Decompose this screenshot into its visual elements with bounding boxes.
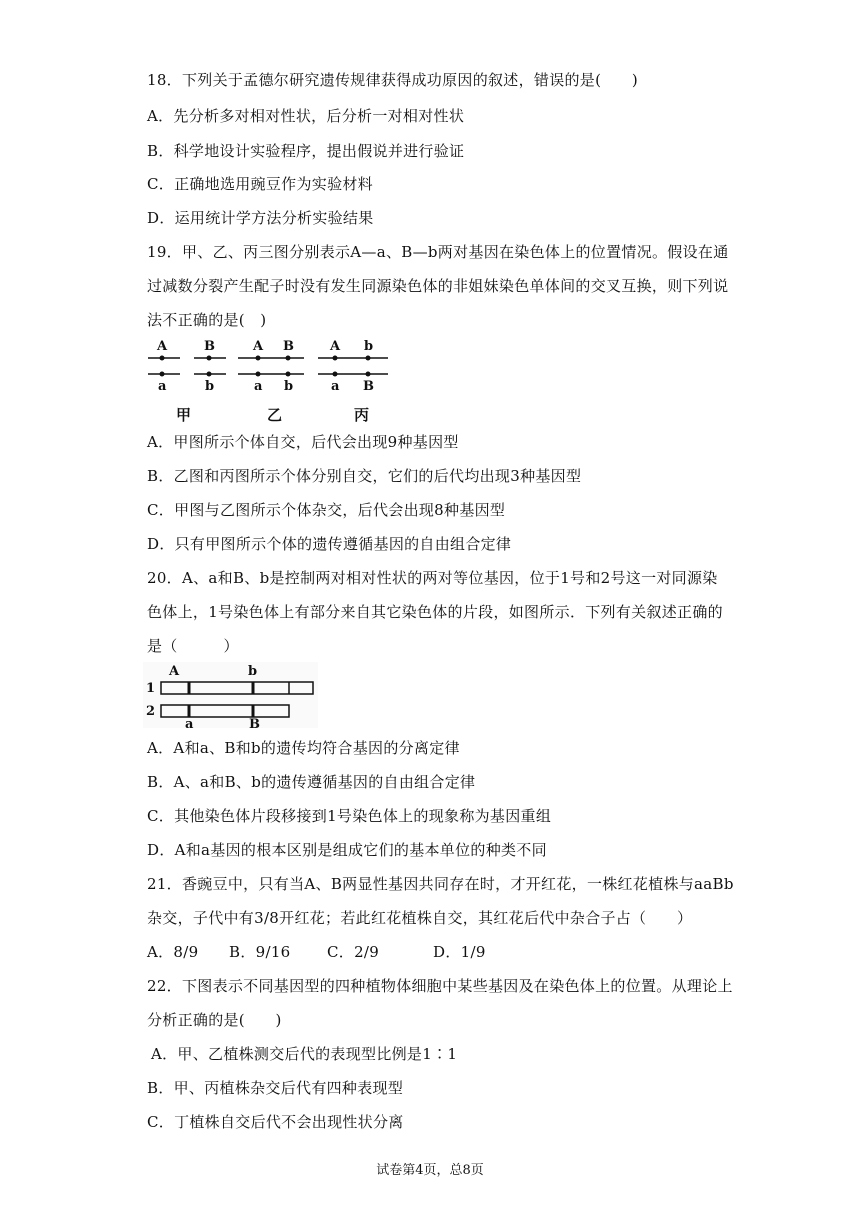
q20-row1-label: 1	[146, 681, 156, 696]
q21-option-c: C．2/9	[327, 943, 380, 961]
q19-stem-line2: 过减数分裂产生配子时没有发生同源染色体的非姐妹染色单体间的交叉互换，则下列说	[147, 277, 729, 295]
q19-chromosome-figure	[144, 334, 394, 426]
jia-bottom-gene-1: a	[158, 379, 167, 394]
q18-option-b: B．科学地设计实验程序，提出假说并进行验证	[147, 142, 465, 160]
q19-stem-line3: 法不正确的是( )	[147, 311, 267, 329]
q19-stem-line1: 19．甲、乙、丙三图分别表示A—a、B—b两对基因在染色体上的位置情况。假设在通	[147, 243, 729, 261]
q18-option-c: C．正确地选用豌豆作为实验材料	[147, 175, 373, 193]
jia-caption: 甲	[176, 406, 192, 424]
figure-yi	[238, 339, 304, 424]
page-footer: 试卷第4页，总8页	[376, 1163, 484, 1178]
q20-row2-gene-2: B	[249, 717, 260, 728]
q22-option-b: B．甲、丙植株杂交后代有四种表现型	[147, 1079, 404, 1097]
q18-option-a: A．先分析多对相对性状，后分析一对相对性状	[147, 107, 465, 125]
yi-bottom-gene-2: b	[284, 379, 294, 394]
q19-option-b: B．乙图和丙图所示个体分别自交，它们的后代均出现3种基因型	[147, 467, 582, 485]
q21-stem-line2: 杂交，子代中有3/8开红花；若此红花植株自交，其红花后代中杂合子占（ ）	[147, 909, 693, 927]
q21-option-a: A．8/9	[147, 943, 199, 961]
q21-options	[147, 942, 486, 962]
bing-top-gene-2: b	[364, 339, 374, 354]
yi-bottom-gene-1: a	[254, 379, 263, 394]
bing-bottom-gene-1: a	[331, 379, 340, 394]
q19-option-a: A．甲图所示个体自交，后代会出现9种基因型	[147, 433, 459, 451]
jia-bottom-gene-2: b	[205, 379, 215, 394]
q20-stem-line3: 是（ ）	[147, 637, 239, 655]
q20-option-d: D．A和a基因的根本区别是组成它们的基本单位的种类不同	[147, 841, 547, 859]
q20-row2-label: 2	[146, 704, 156, 719]
jia-top-gene-1: A	[157, 339, 168, 354]
q20-row1-gene-2: b	[248, 664, 258, 679]
q18-option-d: D．运用统计学方法分析实验结果	[147, 209, 374, 227]
q19-option-d: D．只有甲图所示个体的遗传遵循基因的自由组合定律	[147, 535, 512, 553]
q20-option-a: A．A和a、B和b的遗传均符合基因的分离定律	[147, 739, 460, 757]
q20-stem-line1: 20．A、a和B、b是控制两对相对性状的两对等位基因，位于1号和2号这一对同源染	[147, 569, 718, 587]
jia-top-gene-2: B	[204, 339, 215, 354]
q20-option-c: C．其他染色体片段移接到1号染色体上的现象称为基因重组	[147, 807, 552, 825]
q21-option-b: B．9/16	[229, 943, 291, 961]
q22-stem-line1: 22．下图表示不同基因型的四种植物体细胞中某些基因及在染色体上的位置。从理论上	[147, 977, 733, 995]
q19-option-c: C．甲图与乙图所示个体杂交，后代会出现8种基因型	[147, 501, 506, 519]
q20-row2-gene-1: a	[185, 717, 194, 728]
figure-jia	[148, 339, 226, 424]
bing-bottom-gene-2: B	[363, 379, 374, 394]
figure-bing	[318, 339, 388, 424]
bing-caption: 丙	[354, 406, 370, 424]
q20-option-b: B．A、a和B、b的遗传遵循基因的自由组合定律	[147, 773, 476, 791]
yi-caption: 乙	[267, 406, 283, 424]
q20-chromosome-figure	[143, 662, 318, 728]
q21-stem-line1: 21．香豌豆中，只有当A、B两显性基因共同存在时，才开红花，一株红花植株与aaBb	[147, 875, 734, 893]
q18-stem: 18．下列关于孟德尔研究遗传规律获得成功原因的叙述，错误的是( )	[147, 71, 638, 89]
q22-option-a: A．甲、乙植株测交后代的表现型比例是1∶1	[151, 1045, 458, 1063]
q20-row1-gene-1: A	[169, 664, 180, 679]
q20-stem-line2: 色体上，1号染色体上有部分来自其它染色体的片段，如图所示．下列有关叙述正确的	[147, 603, 723, 621]
q22-stem-line2: 分析正确的是( )	[147, 1011, 282, 1029]
q21-option-d: D．1/9	[433, 943, 486, 961]
yi-top-gene-2: B	[283, 339, 294, 354]
bing-top-gene-1: A	[330, 339, 341, 354]
q22-option-c: C．丁植株自交后代不会出现性状分离	[147, 1113, 404, 1131]
yi-top-gene-1: A	[253, 339, 264, 354]
